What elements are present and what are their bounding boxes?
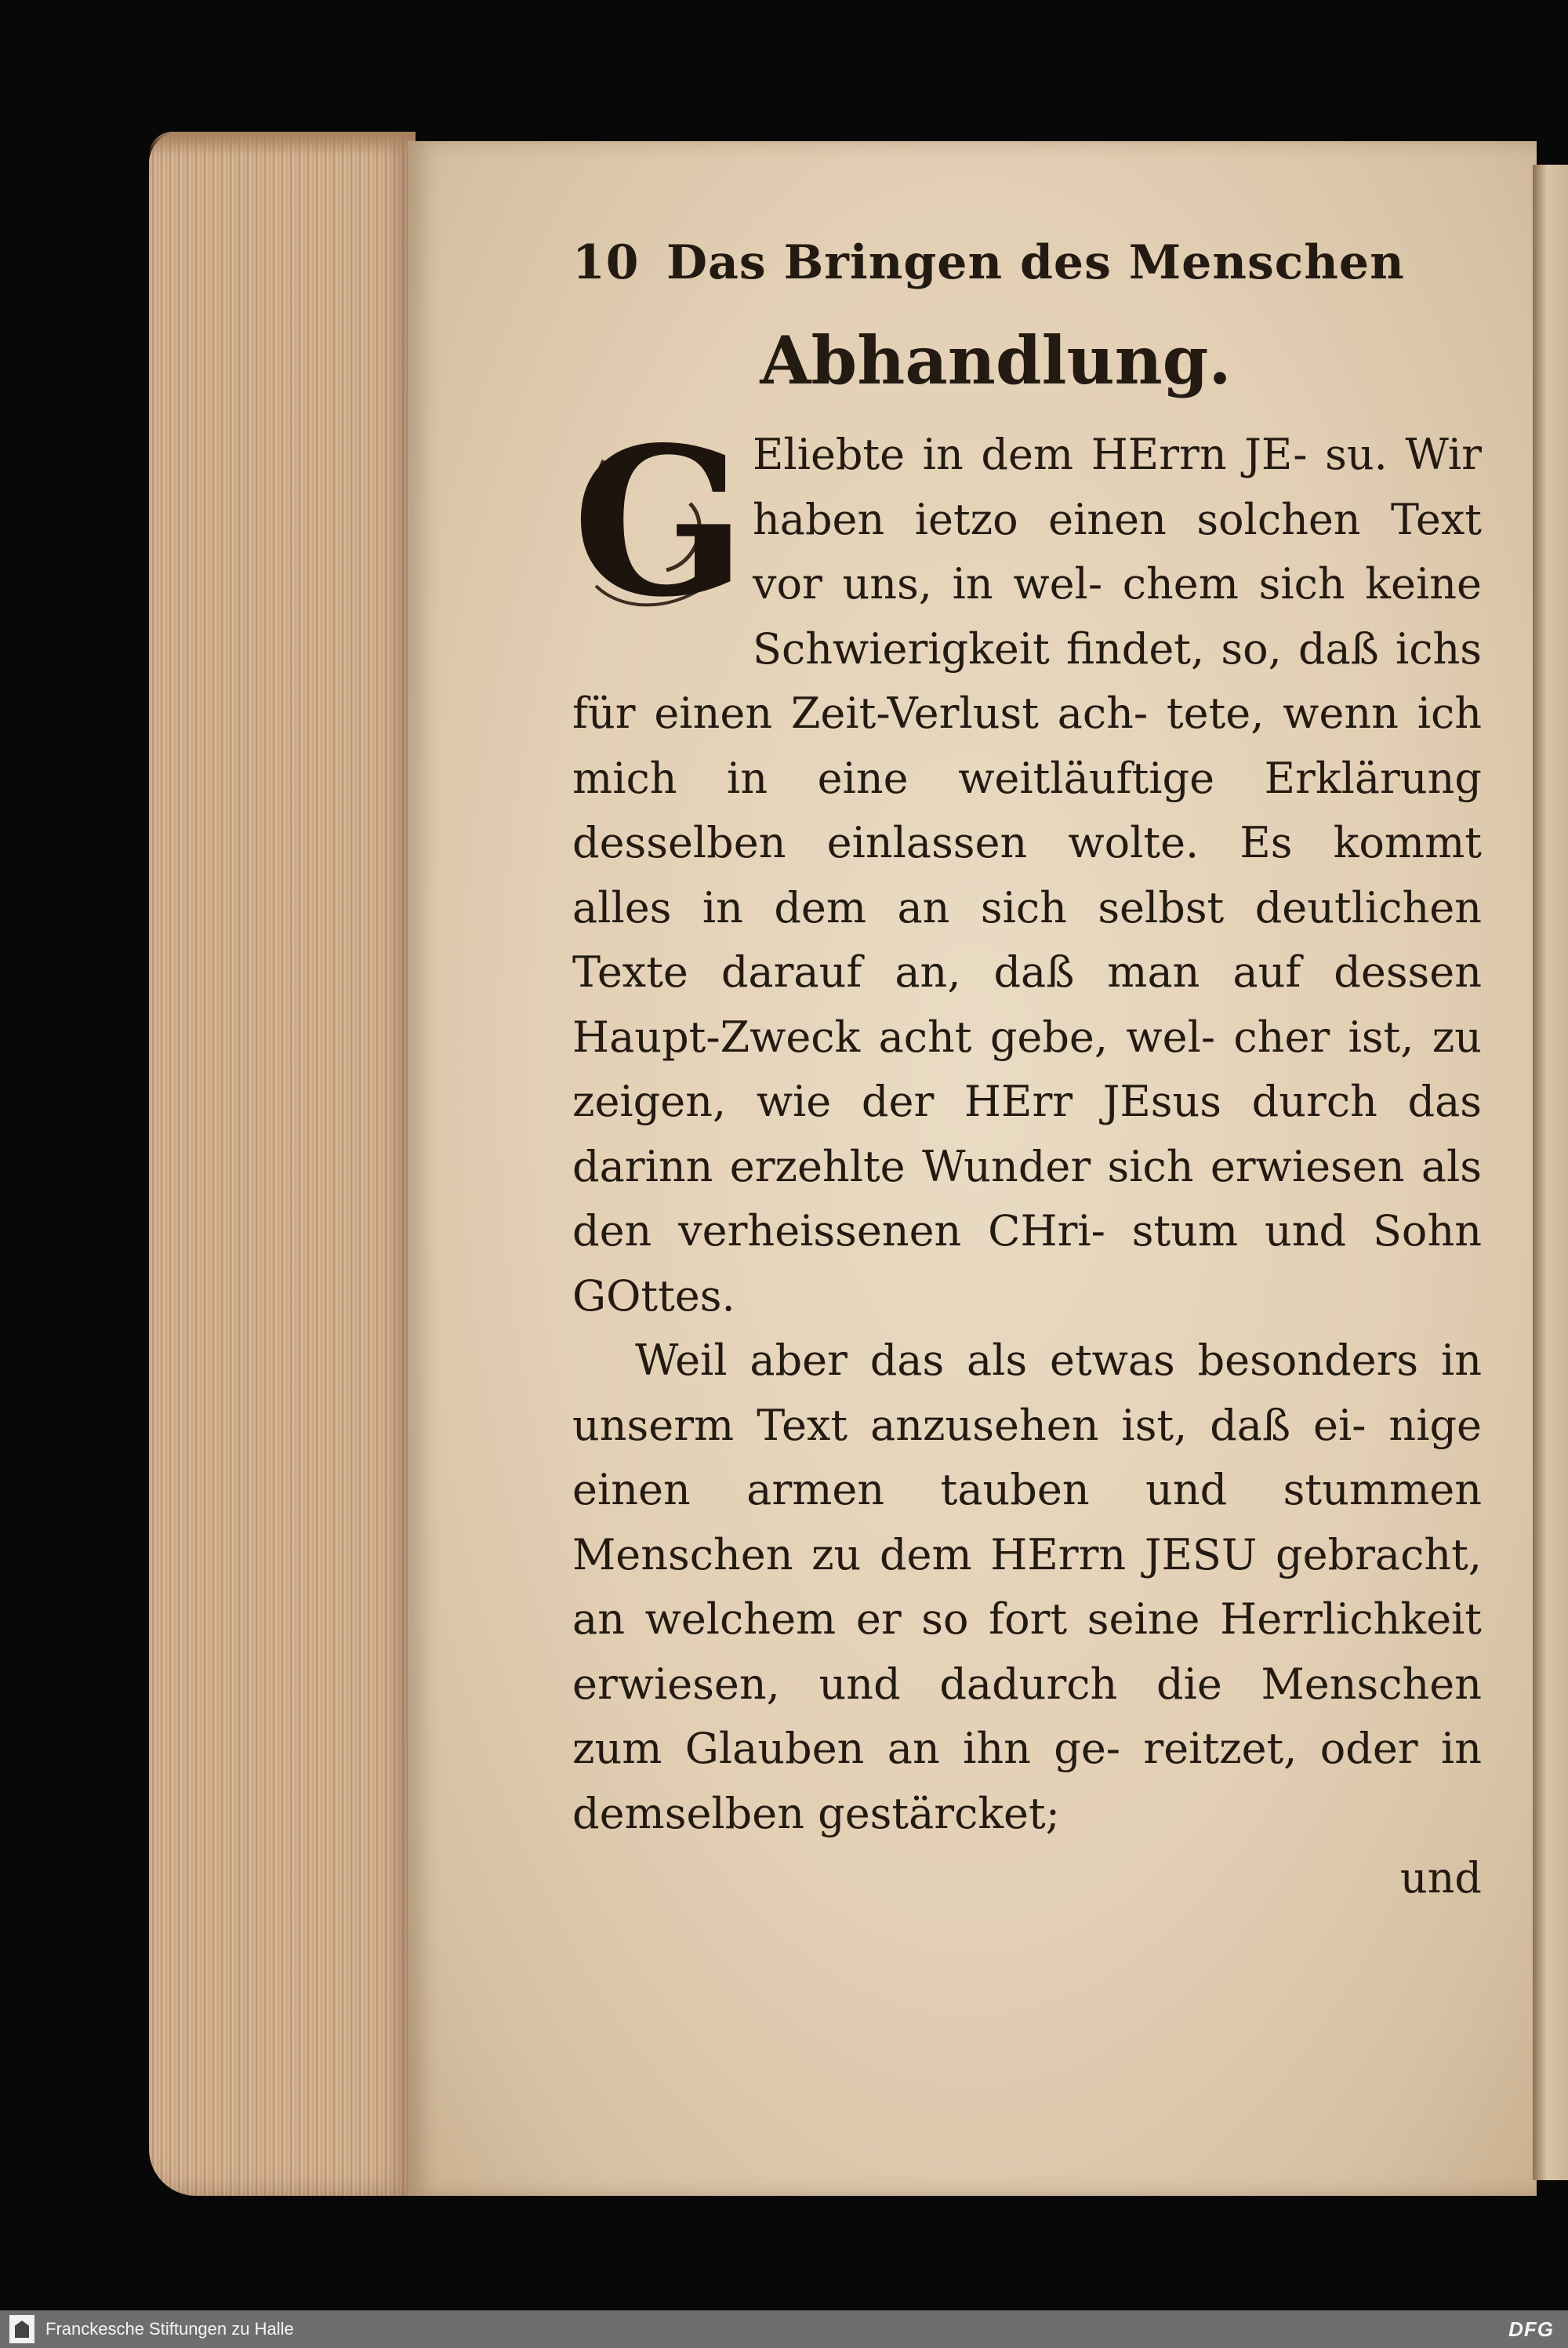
catchword: und: [1399, 1853, 1482, 1903]
page-text-block: [572, 235, 1482, 1910]
drop-cap-initial: [572, 403, 747, 642]
running-head: [572, 235, 1482, 306]
book-gutter: [1533, 165, 1568, 2180]
dfg-logo: DFG: [1508, 2317, 1554, 2341]
footer-institution: Franckesche Stiftungen zu Halle: [45, 2319, 294, 2339]
paragraph-1: Eliebte in dem HErrn JE- su. Wir haben ietzo einen solchen Text vor uns, in wel- chem sich keine Schwierigkeit findet, so, daß ichs für einen Zeit-Verlust ach- tete, wenn ich mich in eine weitläuftige Erklärung desselben einlassen wolte. Es kommt alles in dem an sich selbst deutlichen Texte darauf an, daß man auf dessen Haupt-Zweck acht gebe, wel- cher ist, zu zeigen, wie der HErr JEsus durch das darinn erzehlte Wunder sich erwiesen als den verheissenen CHri- stum und Sohn GOttes.: [572, 430, 1482, 1321]
institution-logo-icon: [9, 2315, 34, 2343]
page-number: 10: [572, 235, 640, 290]
drop-cap-letter: G: [572, 403, 747, 642]
section-title: Abhandlung.: [760, 322, 1232, 399]
footer-bar: [0, 2310, 1568, 2348]
paragraph-2: Weil aber das als etwas besonders in unserm Text anzusehen ist, daß ei- nige einen armen tauben und stummen Menschen zu dem HErrn JESU gebracht, an welchem er so fort seine Herrlichkeit erwiesen, und dadurch die Menschen zum Glauben an ihn ge- reitzet, oder in demselben gestärcket;: [572, 1336, 1482, 1838]
page-block-edge: [149, 132, 416, 2196]
running-title: Das Bringen des Menschen: [666, 235, 1405, 290]
